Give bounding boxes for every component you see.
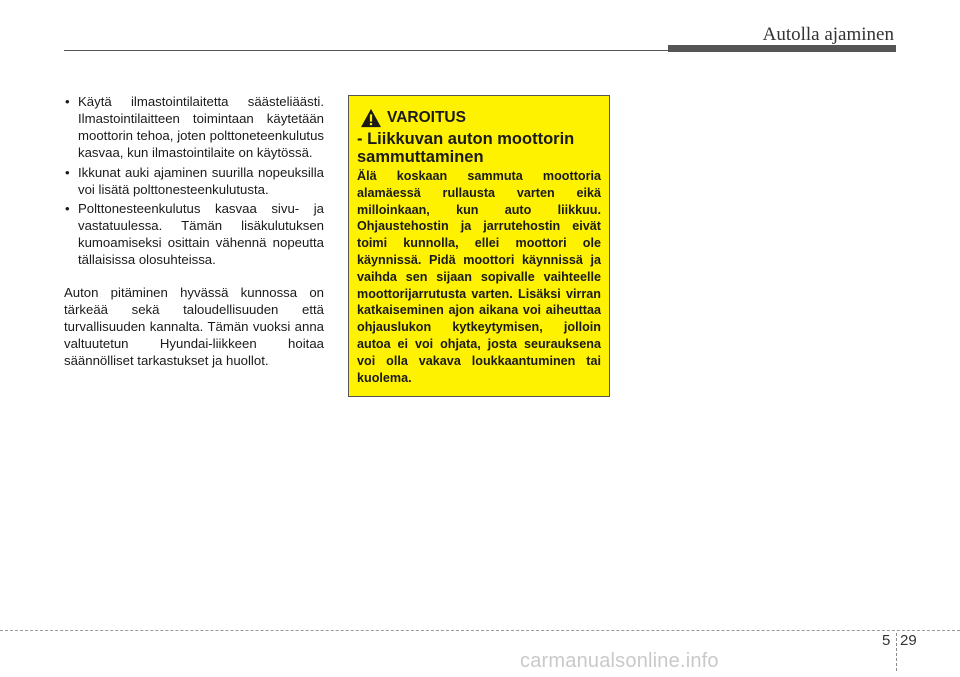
header-rule-accent	[668, 45, 896, 52]
list-item: • Polttonesteenkulutus kasvaa sivu- ja vastatuulessa. Tämän lisäkulutuksen kumoamiseksi osittain vähennä nopeutta tällaisissa olosuhteissa.	[64, 201, 324, 269]
list-item: • Ikkunat auki ajaminen suurilla nopeuksilla voi lisätä polttonesteenkulutusta.	[64, 165, 324, 199]
warning-body: Älä koskaan sammuta moottoria alamäessä rullausta varten eikä milloinkaan, kun auto liikkuu. Ohjaustehostin ja jarrutehostin eivät toimi kunnolla, ellei moottori ole käynnissä. Pidä moottori käynnissä ja vaihda sen sijaan sopivalle vaihteelle moottorijarrutusta varten. Lisäksi virran katkaiseminen ajon aikana voi aiheuttaa ohjauslukon kytkeytymisen, jolloin autoa ei voi ohjata, josta seurauksena voi olla vakava loukkaantuminen tai kuolema.	[357, 169, 601, 385]
warning-header	[357, 108, 601, 128]
maintenance-paragraph: Auton pitäminen hyvässä kunnossa on tärkeää sekä taloudellisuuden että turvallisuuden kannalta. Tämän vuoksi anna valtuutetun Hyundai-liikkeen hoitaa säännölliset tarkastukset ja huollot.	[64, 285, 324, 368]
chapter-number: 5	[882, 632, 891, 649]
warning-label: VAROITUS	[387, 109, 466, 126]
warning-triangle-icon	[360, 108, 382, 128]
header-rule	[64, 50, 668, 51]
page-number-divider	[896, 633, 897, 671]
footer-rule	[0, 630, 960, 631]
warning-title: - Liikkuvan auton moottorin sammuttaminen	[357, 130, 575, 166]
left-column	[64, 94, 324, 370]
list-item: • Käytä ilmastointilaitetta säästeliäästi. Ilmastointilaitteen toimintaan käytetään moottorin tehoa, joten polttoneteenkulutus kasvaa, kun ilmastointilaite on käytössä.	[64, 94, 324, 162]
running-header: Autolla ajaminen	[762, 24, 894, 45]
warning-box	[348, 95, 610, 397]
tips-list	[64, 94, 324, 269]
watermark: carmanualsonline.info	[520, 650, 719, 672]
page-number: 29	[900, 632, 917, 649]
